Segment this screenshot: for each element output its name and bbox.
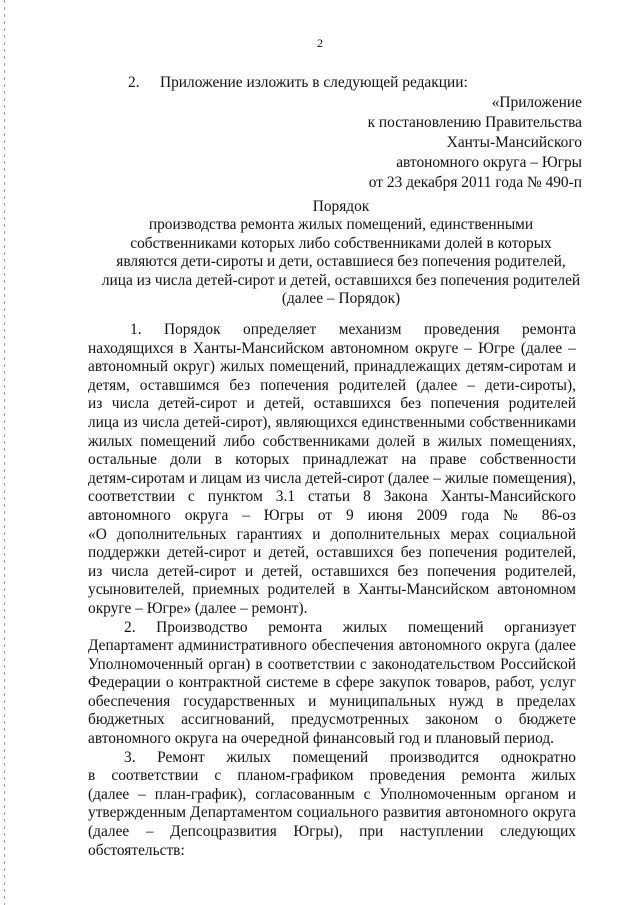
- paragraph-line: детям, оставшимся без попечения родителей (далее – дети-сироты),: [88, 376, 576, 394]
- document-title-line: Порядок: [312, 198, 370, 215]
- paragraph-line: 1. Порядок определяет механизм проведения ремонта: [130, 321, 576, 338]
- paragraph-2: [88, 619, 576, 749]
- paragraph-line: «О дополнительных гарантиях и дополнительных мерах социальной: [88, 525, 576, 543]
- paragraph-line: автономный округ) жилых помещений, принадлежащих детям-сиротам и: [88, 358, 576, 376]
- document-title-line: являются дети-сироты и дети, оставшиеся без попечения родителей,: [116, 253, 566, 271]
- paragraph-3: [88, 749, 576, 861]
- paragraph-line: автономного округа на очередной финансовый год и плановый период.: [88, 730, 554, 748]
- attachment-header: [368, 93, 582, 193]
- document-title-line: (далее – Порядок): [281, 290, 401, 308]
- paragraph-line: обстоятельств:: [88, 841, 185, 859]
- paragraph-line: Федерации о контрактной системе в сфере закупок товаров, работ, услуг: [88, 674, 576, 692]
- paragraph-line: соответствии с пунктом 3.1 статьи 8 Закона Ханты-Мансийского: [88, 488, 576, 506]
- scan-edge-line: [4, 0, 5, 905]
- paragraph-1: [88, 321, 576, 619]
- document-title-line: лица из числа детей-сирот и детей, оставшихся без попечения родителей: [101, 271, 581, 289]
- document-title-line: производства ремонта жилых помещений, единственными: [148, 216, 534, 234]
- paragraph-line: 2. Производство ремонта жилых помещений организует: [124, 618, 576, 636]
- paragraph-line: в соответствии с планом-графиком проведения ремонта жилых: [88, 767, 576, 785]
- paragraph-line: Уполномоченный орган) в соответствии с законодательством Российской: [88, 655, 576, 673]
- attachment-header-line: от 23 декабря 2011 года № 490-п: [368, 174, 582, 191]
- paragraph-line: из числа детей-сирот и детей, оставшихся без попечения родителей: [88, 395, 576, 413]
- amendment-item: [128, 74, 468, 92]
- paragraph-line: находящихся в Ханты-Мансийском автономном округе – Югре (далее –: [88, 339, 576, 357]
- paragraph-line: Департамент административного обеспечения автономного округа (далее: [88, 637, 576, 655]
- attachment-header-line: к постановлению Правительства: [367, 114, 582, 131]
- attachment-header-line: автономного округа – Югры: [396, 154, 582, 171]
- document-title-line: собственниками которых либо собственниками долей в которых: [130, 234, 552, 252]
- paragraph-line: усыновителей, приемных родителей в Ханты-Мансийском автономном: [88, 581, 576, 599]
- paragraph-line: остальные доли в которых принадлежат на праве собственности: [88, 451, 576, 469]
- paragraph-line: лица из числа детей-сирот), являющихся единственными собственниками: [88, 413, 576, 431]
- paragraph-line: 3. Ремонт жилых помещений производится однократно: [124, 748, 576, 766]
- paragraph-line: поддержки детей-сирот и детей, оставшихся без попечения родителей,: [88, 544, 576, 562]
- paragraph-line: автономного округа – Югры от 9 июня 2009 года № 86-оз: [88, 506, 576, 524]
- attachment-header-line: Ханты-Мансийского: [446, 134, 582, 151]
- paragraph-line: бюджетных ассигнований, предусмотренных законом о бюджете: [88, 711, 576, 729]
- paragraph-line: (далее – план-график), согласованным с Уполномоченным органом и: [88, 785, 576, 803]
- paragraph-line: обеспечения государственных и муниципальных нужд в пределах: [88, 692, 576, 710]
- document-title: [60, 198, 622, 308]
- paragraph-line: жилых помещений либо собственниками долей в жилых помещениях,: [88, 432, 576, 450]
- page-number: 2: [317, 36, 323, 50]
- paragraph-line: детям-сиротам и лицам из числа детей-сирот (далее – жилые помещения),: [88, 469, 576, 487]
- paragraph-line: (далее – Депсоцразвития Югры), при наступлении следующих: [88, 823, 576, 841]
- amendment-item-number: 2.: [128, 74, 140, 91]
- paragraph-line: округе – Югре» (далее – ремонт).: [88, 599, 308, 617]
- amendment-item-text: Приложение изложить в следующей редакции:: [160, 74, 468, 91]
- document-body: [88, 321, 576, 860]
- paragraph-line: утвержденным Департаментом социального развития автономного округа: [88, 804, 576, 822]
- paragraph-line: из числа детей-сирот и детей, оставшихся без попечения родителей,: [88, 562, 576, 580]
- attachment-header-line: «Приложение: [491, 94, 582, 111]
